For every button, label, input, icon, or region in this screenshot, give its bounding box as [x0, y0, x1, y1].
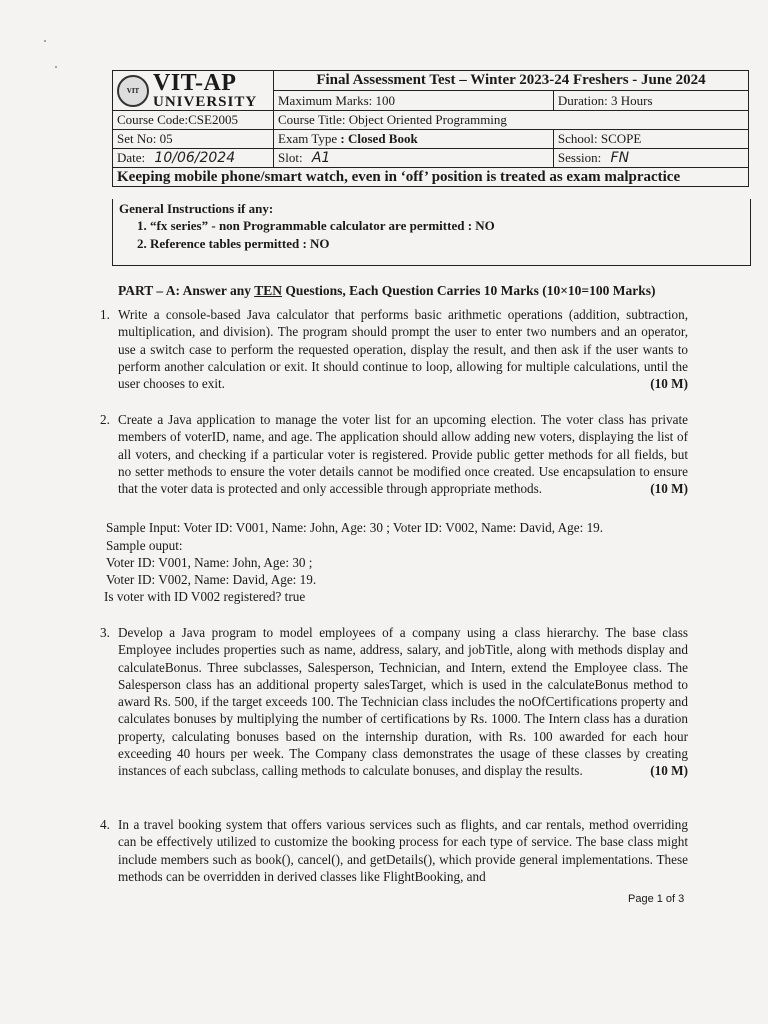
- question-number: 1.: [100, 307, 110, 322]
- date-handwritten: 10/06/2024: [154, 150, 236, 166]
- max-marks: Maximum Marks: 100: [274, 91, 554, 111]
- question-marks: (10 M): [650, 376, 688, 392]
- question-number: 3.: [100, 625, 110, 640]
- exam-header-table: [112, 70, 749, 187]
- page-number: Page 1 of 3: [628, 893, 685, 905]
- slot-handwritten: A1: [311, 150, 331, 166]
- part-a-heading: [118, 283, 655, 299]
- university-seal-icon: VIT: [117, 75, 149, 107]
- question-number: 2.: [100, 412, 110, 427]
- general-instructions: [112, 199, 751, 266]
- question-3: [100, 624, 688, 780]
- course-code: Course Code:CSE2005: [113, 111, 274, 130]
- university-name-line2: UNIVERSITY: [153, 94, 258, 110]
- exam-type-label: Exam Type: [278, 131, 338, 146]
- question-text: In a travel booking system that offers various services such as flights, and car rentals, method overriding can be effectively utilized to customize the booking process for each type of service. The base class might include members such as book(), cancel(), and getDetails(), which provide general implementations. These methods can be overridden in derived classes like FlightBooking, and: [118, 817, 688, 884]
- sample-output-line: Voter ID: V002, Name: David, Age: 19.: [106, 572, 317, 587]
- instructions-title: General Instructions if any:: [119, 201, 274, 216]
- question-text: Write a console-based Java calculator that performs basic arithmetic operations (addition, subtraction, multiplication, and division). The program should prompt the user to enter two numbers and an operator, use a switch case to perform the requested operation, display the result, and then ask if the user wants to perform another calculation or exit. It should continue to loop, allowing for multiple calculations, until the user chooses to exit.: [118, 307, 688, 392]
- sample-output-line: Is voter with ID V002 registered? true: [104, 589, 306, 604]
- question-2: [100, 411, 688, 497]
- part-a-ten: TEN: [254, 283, 282, 298]
- sample-input: Sample Input: Voter ID: V001, Name: John, Age: 30 ; Voter ID: V002, Name: David, Age: 19.: [106, 520, 604, 535]
- question-1: [100, 306, 688, 392]
- slot-label: Slot:: [278, 150, 303, 165]
- school: School: SCOPE: [553, 130, 748, 149]
- question-4: [100, 816, 688, 885]
- date-label: Date:: [117, 150, 146, 165]
- scan-speck: [44, 40, 46, 42]
- session-label: Session:: [557, 150, 602, 165]
- session-handwritten: FN: [610, 150, 630, 166]
- exam-title: Final Assessment Test – Winter 2023-24 Freshers - June 2024: [274, 71, 749, 91]
- set-no: Set No: 05: [113, 130, 274, 149]
- part-a-suffix: Questions, Each Question Carries 10 Marks (10×10=100 Marks): [281, 283, 656, 298]
- sample-output-line: Voter ID: V001, Name: John, Age: 30 ;: [106, 555, 313, 570]
- malpractice-warning: Keeping mobile phone/smart watch, even in ‘off’ position is treated as exam malpractice: [113, 168, 749, 187]
- question-text: Develop a Java program to model employees of a company using a class hierarchy. The base class Employee includes properties such as name, address, salary, and jobTitle, along with methods display and calculateBonus. Three subclasses, Salesperson, Technician, and Intern, extend the Employee class. The Salesperson class has an additional property salesTarget, which is used in the calculateBonus method to award Rs. 500, if the target exceeds 100. The Technician class includes the noOfCertifications property and calculates bonuses by multiplying the number of certifications by Rs. 1000. The Intern class has a duration property, calculating bonuses based on the internship duration, with Rs. 100 awarded for each hour exceeding 40 hours per week. The Company class demonstrates the usage of these classes by creating instances of each subclass, calling methods to calculate bonuses, and display the results.: [118, 625, 688, 779]
- session-cell: [553, 149, 748, 168]
- sample-output-label: Sample ouput:: [106, 538, 183, 553]
- part-a-prefix: PART – A: Answer any: [118, 283, 255, 298]
- duration: Duration: 3 Hours: [553, 91, 748, 111]
- question-marks: (10 M): [650, 481, 688, 497]
- date-cell: [113, 149, 274, 168]
- instruction-item: 1. “fx series” - non Programmable calculator are permitted : NO: [137, 218, 495, 233]
- slot-cell: [274, 149, 554, 168]
- instruction-item: 2. Reference tables permitted : NO: [137, 236, 330, 251]
- question-number: 4.: [100, 817, 110, 832]
- university-logo-cell: [113, 71, 274, 111]
- course-title: Course Title: Object Oriented Programming: [274, 111, 749, 130]
- question-marks: (10 M): [650, 763, 688, 779]
- university-name-line1: VIT-AP: [153, 70, 237, 96]
- exam-type-value: : Closed Book: [340, 131, 418, 146]
- exam-type: [274, 130, 554, 149]
- scan-speck: [55, 66, 57, 68]
- question-text: Create a Java application to manage the voter list for an upcoming election. The voter class has private members of voterID, name, and age. The application should allow adding new voters, displaying the list of all voters, and checking if a particular voter is registered. Provide public getter methods for all fields, but no setter methods to ensure the voter details cannot be modified once created. Use encapsulation to ensure that the voter data is protected and only accessible through appropriate methods.: [118, 412, 688, 497]
